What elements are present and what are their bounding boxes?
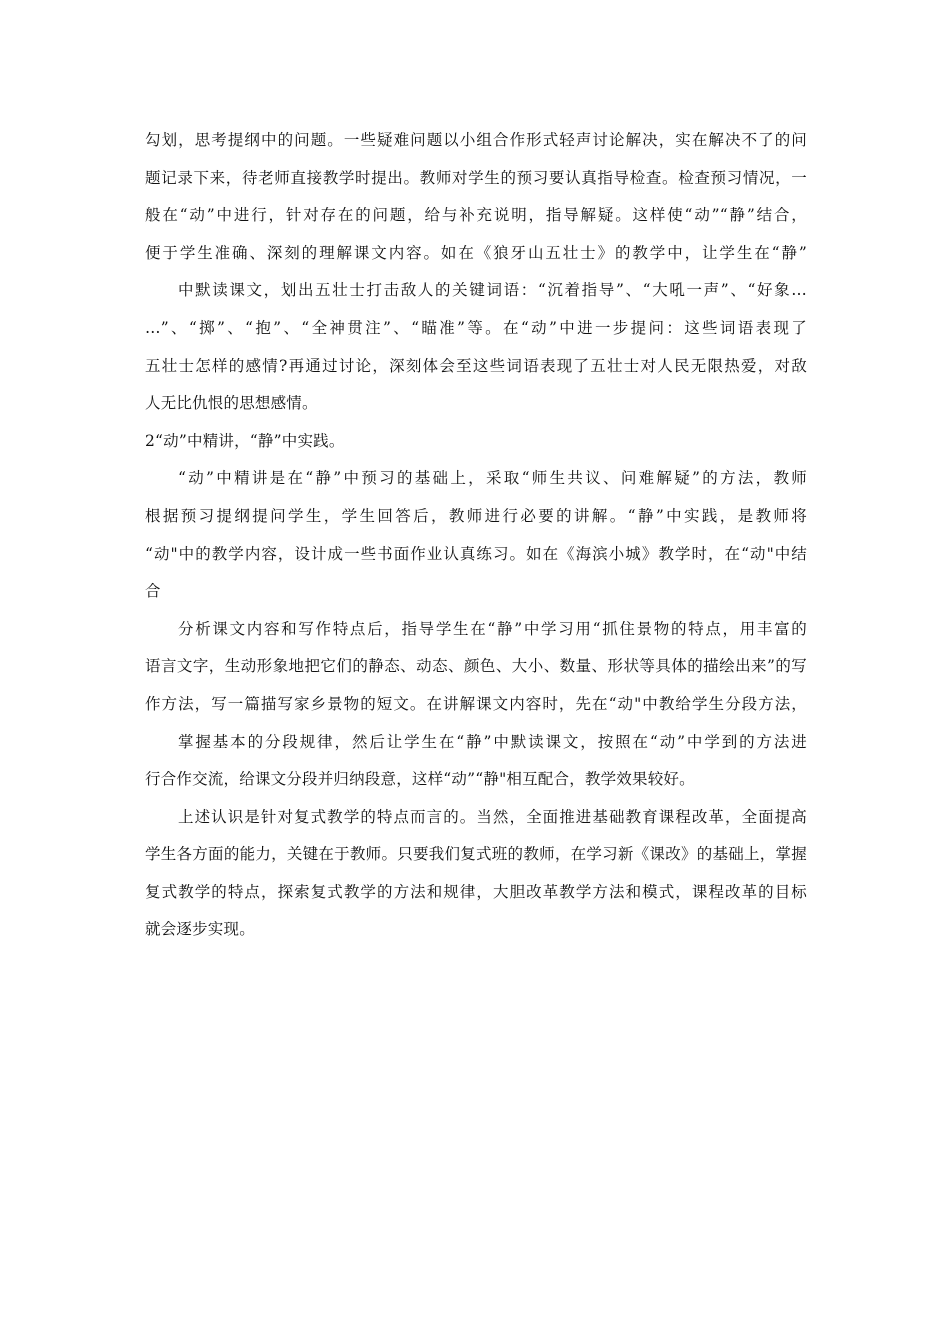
text-line: 作方法，写一篇描写家乡景物的短文。在讲解课文内容时，先在“动"中教给学生分段方法， bbox=[145, 694, 807, 713]
text-line: 分析课文内容和写作特点后，指导学生在“静”中学习用“抓住景物的特点，用丰富的 bbox=[178, 619, 807, 638]
text-line: 勾划，思考提纲中的问题。一些疑难问题以小组合作形式轻声讨论解决，实在解决不了的问 bbox=[145, 131, 807, 149]
text-line: “动”中精讲是在“静”中预习的基础上，采取“师生共议、问难解疑”的方法，教师 bbox=[178, 469, 807, 488]
body-text bbox=[145, 122, 807, 949]
text-line: 学生各方面的能力，关键在于教师。只要我们复式班的教师，在学习新《课改》的基础上，掌握 bbox=[145, 845, 807, 864]
text-line: 五壮士怎样的感情?再通过讨论，深刻体会至这些词语表现了五壮士对人民无限热爱，对敌 bbox=[145, 356, 807, 375]
text-line: 掌握基本的分段规律，然后让学生在“静”中默读课文，按照在“动”中学到的方法进 bbox=[178, 732, 807, 751]
text-line: 2“动”中精讲，“静”中实践。 bbox=[145, 431, 345, 450]
text-line: …”、“掷”、“抱”、“全神贯注”、“瞄准”等。在“动”中进一步提问：这些词语表现了 bbox=[145, 318, 807, 337]
text-line: 人无比仇恨的思想感情。 bbox=[145, 394, 318, 413]
text-line: 中默读课文，划出五壮士打击敌人的关键词语：“沉着指导”、“大吼一声”、“好象… bbox=[178, 281, 807, 300]
text-line: 般在“动”中进行，针对存在的问题，给与补充说明，指导解疑。这样使“动”“静”结合， bbox=[145, 206, 807, 225]
text-line: 上述认识是针对复式教学的特点而言的。当然，全面推进基础教育课程改革，全面提高 bbox=[178, 807, 807, 826]
text-line: 合 bbox=[145, 582, 161, 601]
text-line: “动"中的教学内容，设计成一些书面作业认真练习。如在《海滨小城》教学时，在“动"中结 bbox=[145, 544, 807, 563]
text-line: 便于学生准确、深刻的理解课文内容。如在《狼牙山五壮士》的教学中，让学生在“静” bbox=[145, 243, 807, 262]
text-line: 题记录下来，待老师直接教学时提出。教师对学生的预习要认真指导检查。检查预习情况，一 bbox=[145, 168, 807, 187]
text-line: 复式教学的特点，探索复式教学的方法和规律，大胆改革教学方法和模式，课程改革的目标 bbox=[145, 882, 807, 901]
text-line: 语言文字，生动形象地把它们的静态、动态、颜色、大小、数量、形状等具体的描绘出来”的写 bbox=[145, 657, 807, 676]
text-line: 行合作交流，给课文分段并归纳段意，这样“动”“静"相互配合，教学效果较好。 bbox=[145, 770, 695, 789]
text-line: 就会逐步实现。 bbox=[145, 920, 255, 939]
text-line: 根据预习提纲提问学生，学生回答后，教师进行必要的讲解。“静”中实践，是教师将 bbox=[145, 506, 807, 525]
